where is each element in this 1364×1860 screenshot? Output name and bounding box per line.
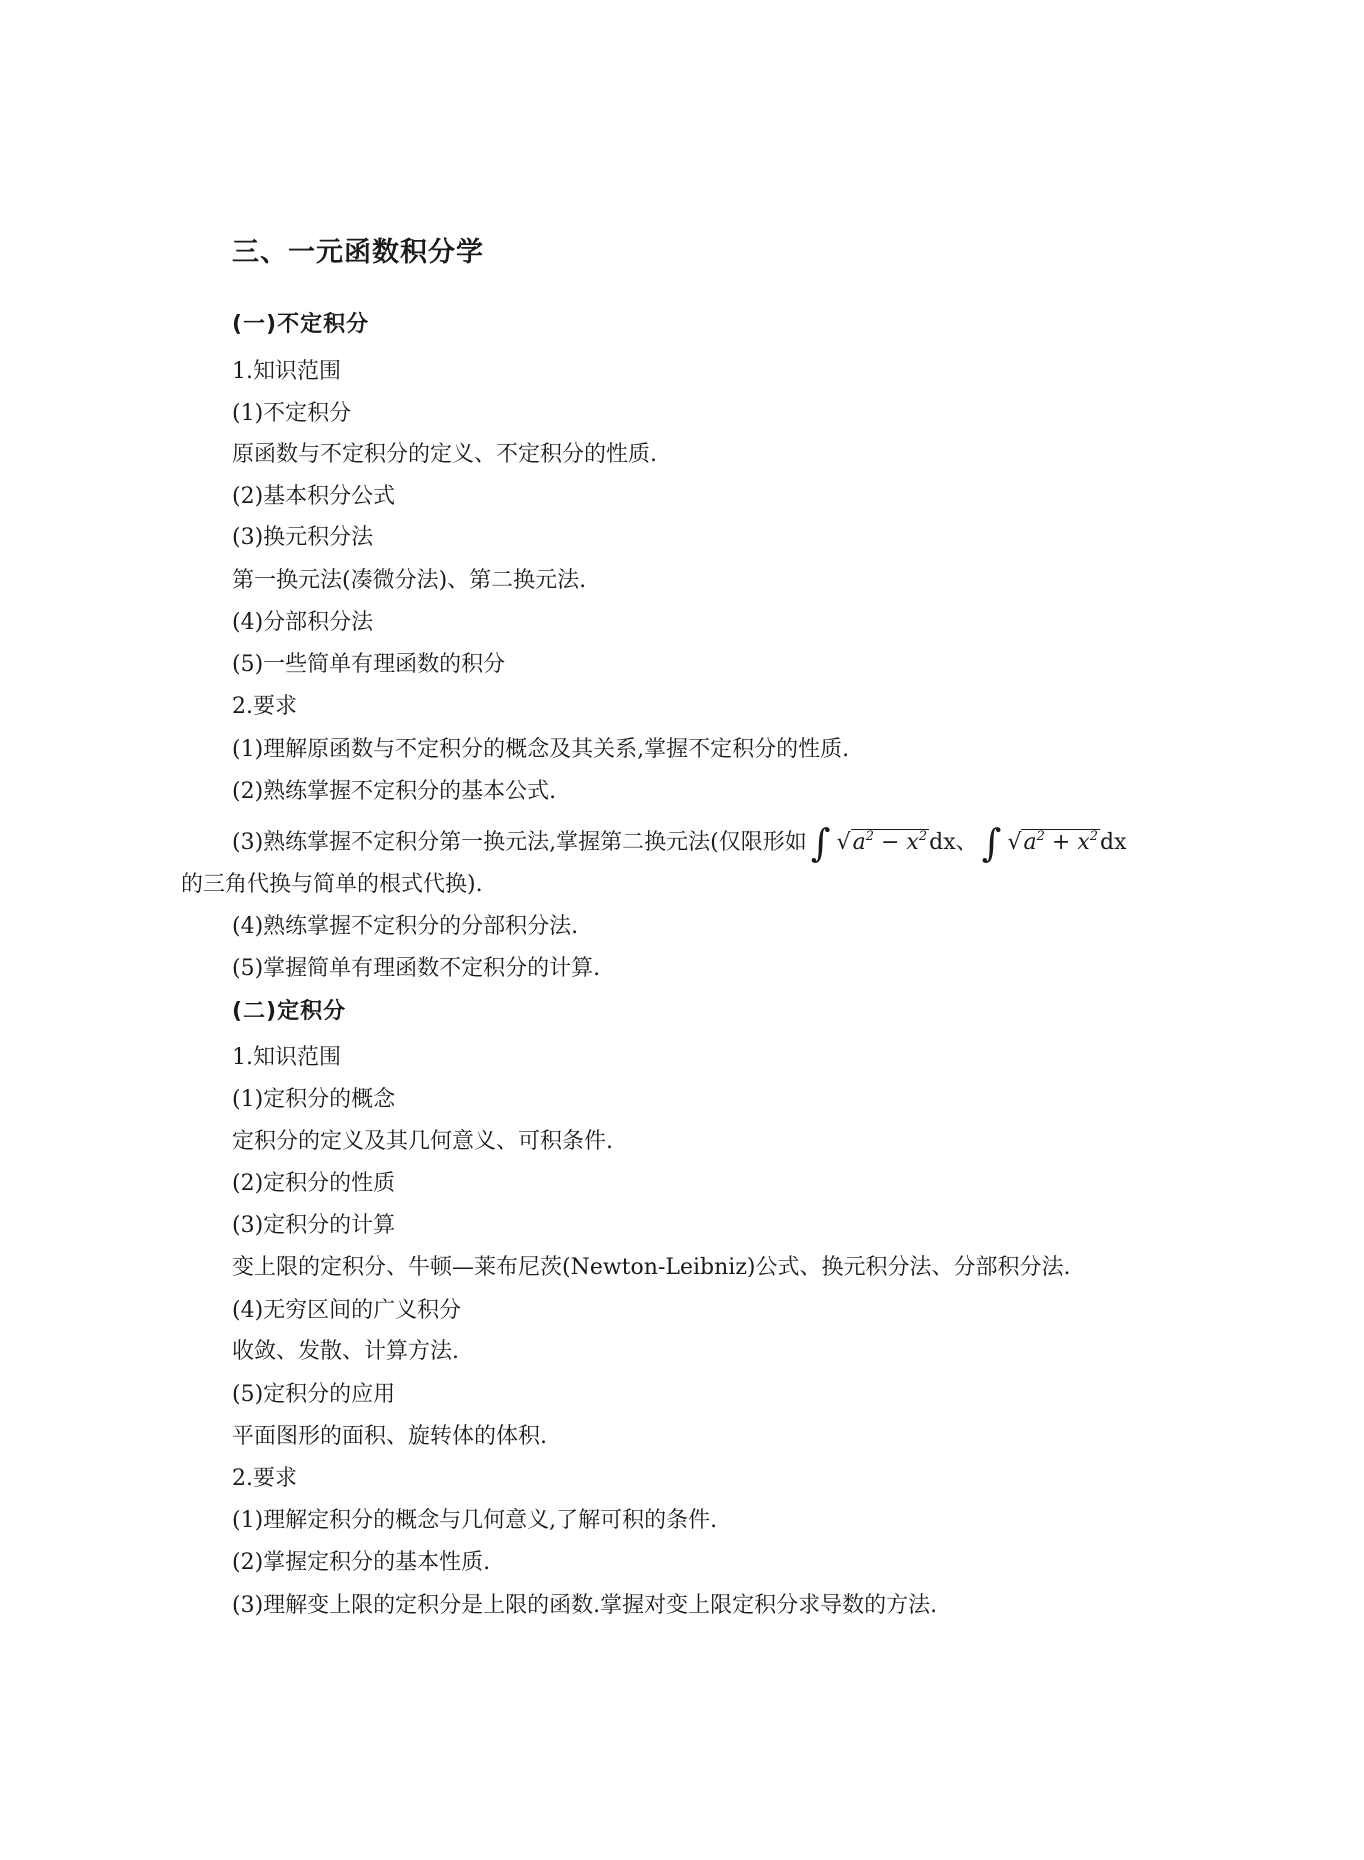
range-item: (4)无穷区间的广义积分: [232, 1298, 462, 1323]
range-item: (5)一些简单有理函数的积分: [232, 652, 506, 677]
range-item: (4)分部积分法: [232, 610, 374, 635]
req-item: (2)掌握定积分的基本性质.: [232, 1550, 491, 1575]
range-item: (5)定积分的应用: [232, 1382, 396, 1407]
section-heading-indefinite-integral: (一)不定积分: [232, 312, 370, 337]
range-item: 原函数与不定积分的定义、不定积分的性质.: [232, 442, 657, 467]
req-title: 2.要求: [232, 1466, 297, 1491]
range-item: 定积分的定义及其几何意义、可积条件.: [232, 1129, 613, 1154]
range-item: (2)基本积分公式: [232, 484, 396, 509]
range-title: 1.知识范围: [232, 359, 341, 384]
range-title: 1.知识范围: [232, 1045, 341, 1070]
req-title: 2.要求: [232, 694, 297, 719]
range-item: 收敛、发散、计算方法.: [232, 1339, 459, 1364]
req-item: (1)理解定积分的概念与几何意义,了解可积的条件.: [232, 1508, 718, 1533]
req-item-with-formula: [232, 821, 1127, 865]
req-item: (1)理解原函数与不定积分的概念及其关系,掌握不定积分的性质.: [232, 737, 850, 762]
formula-separator: 、: [955, 830, 978, 855]
range-item: (3)换元积分法: [232, 525, 374, 550]
req-item: (3)理解变上限的定积分是上限的函数.掌握对变上限定积分求导数的方法.: [232, 1593, 938, 1618]
req-item: (5)掌握简单有理函数不定积分的计算.: [232, 956, 601, 981]
chapter-title: 三、一元函数积分学: [232, 237, 484, 268]
range-item: 平面图形的面积、旋转体的体积.: [232, 1424, 547, 1449]
integral-formula-2: ∫ $√a^2 + x^2dx$: [981, 821, 1127, 865]
range-item: (1)不定积分: [232, 401, 352, 426]
range-item: (2)定积分的性质: [232, 1171, 396, 1196]
req-item-continuation: 的三角代换与简单的根式代换).: [181, 872, 483, 897]
req-item-text: (3)熟练掌握不定积分第一换元法,掌握第二换元法(仅限形如: [232, 830, 807, 855]
range-item: 变上限的定积分、牛顿—莱布尼茨(Newton-Leibniz)公式、换元积分法、分部积分法.: [232, 1255, 1071, 1280]
range-item: (1)定积分的概念: [232, 1087, 396, 1112]
section-heading-definite-integral: (二)定积分: [232, 999, 347, 1024]
integral-formula-1: ∫ $√a^2 - x^2dx$: [810, 821, 956, 865]
range-item: (3)定积分的计算: [232, 1213, 396, 1238]
range-item: 第一换元法(凑微分法)、第二换元法.: [232, 568, 587, 593]
req-item: (2)熟练掌握不定积分的基本公式.: [232, 779, 557, 804]
req-item: (4)熟练掌握不定积分的分部积分法.: [232, 914, 579, 939]
